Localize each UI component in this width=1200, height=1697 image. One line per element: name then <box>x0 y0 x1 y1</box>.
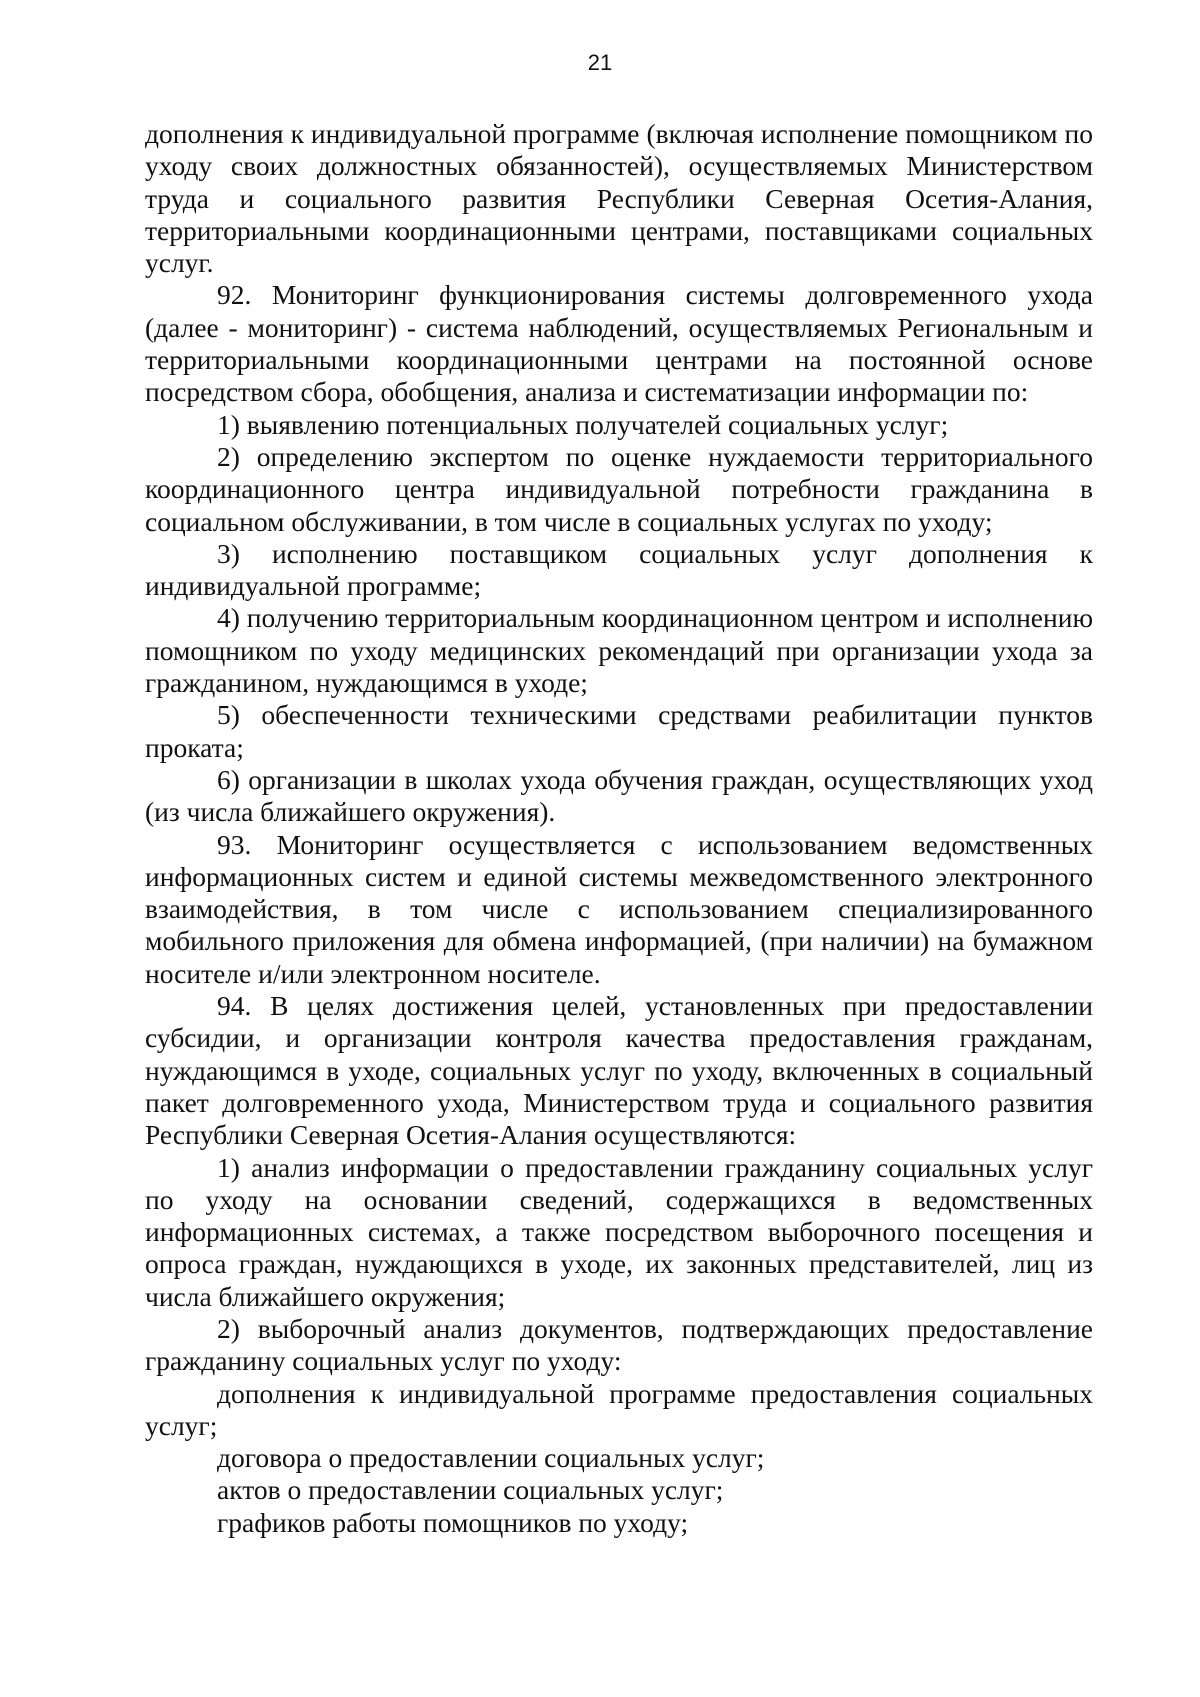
document-type-item: дополнения к индивидуальной программе предоставления социальных услуг; <box>145 1377 1093 1441</box>
list-item-92-4: 4) получению территориальным координационном центром и исполнению помощником по уходу медицинских рекомендаций при организации ухода за гражданином, нуждающимся в уходе; <box>145 602 1093 699</box>
document-type-item: договора о предоставлении социальных услуг; <box>217 1442 765 1474</box>
paragraph-92: 92. Мониторинг функционирования системы долговременного ухода (далее - мониторинг) - система наблюдений, осуществляемых Региональным и территориальными координационными центрами на постоянной основе посредством сбора, обобщения, анализа и систематизации информации по: <box>145 279 1093 408</box>
paragraph-continuation: дополнения к индивидуальной программе (включая исполнение помощником по уходу своих должностных обязанностей), осуществляемых Министерством труда и социального развития Республики Северная Осетия-Алания, территориальными координационными центрами, поставщиками социальных услуг. <box>145 118 1093 279</box>
paragraph-94: 94. В целях достижения целей, установленных при предоставлении субсидии, и организации контроля качества предоставления гражданам, нуждающимся в уходе, социальных услуг по уходу, включенных в социальный пакет долговременного ухода, Министерством труда и социального развития Республики Северная Осетия-Алания осуществляются: <box>145 990 1093 1151</box>
list-item-92-3: 3) исполнению поставщиком социальных услуг дополнения к индивидуальной программе; <box>145 537 1093 602</box>
document-type-item: графиков работы помощников по уходу; <box>217 1506 689 1538</box>
document-body <box>145 118 1093 1539</box>
page-number: 21 <box>587 50 613 75</box>
paragraph-93: 93. Мониторинг осуществляется с использованием ведомственных информационных систем и единой системы межведомственного электронного взаимодействия, в том числе с использованием специализированного мобильного приложения для обмена информацией, (при наличии) на бумажном носителе и/или электронном носителе. <box>145 828 1093 989</box>
list-item-92-6: 6) организации в школах ухода обучения граждан, осуществляющих уход (из числа ближайшего окружения). <box>145 763 1093 828</box>
list-item-94-2: 2) выборочный анализ документов, подтверждающих предоставление гражданину социальных услуг по уходу: <box>145 1312 1093 1377</box>
list-item-92-2: 2) определению экспертом по оценке нуждаемости территориального координационного центра индивидуальной потребности гражданина в социальном обслуживании, в том числе в социальных услугах по уходу; <box>145 440 1093 537</box>
list-item-92-5: 5) обеспеченности техническими средствами реабилитации пунктов проката; <box>145 699 1093 763</box>
list-item-94-1: 1) анализ информации о предоставлении гражданину социальных услуг по уходу на основании сведений, содержащихся в ведомственных информационных системах, а также посредством выборочного посещения и опроса граждан, нуждающихся в уходе, их законных представителей, лиц из числа ближайшего окружения; <box>145 1151 1093 1312</box>
document-type-item: актов о предоставлении социальных услуг; <box>217 1474 724 1506</box>
list-item-92-1: 1) выявлению потенциальных получателей социальных услуг; <box>217 408 949 440</box>
